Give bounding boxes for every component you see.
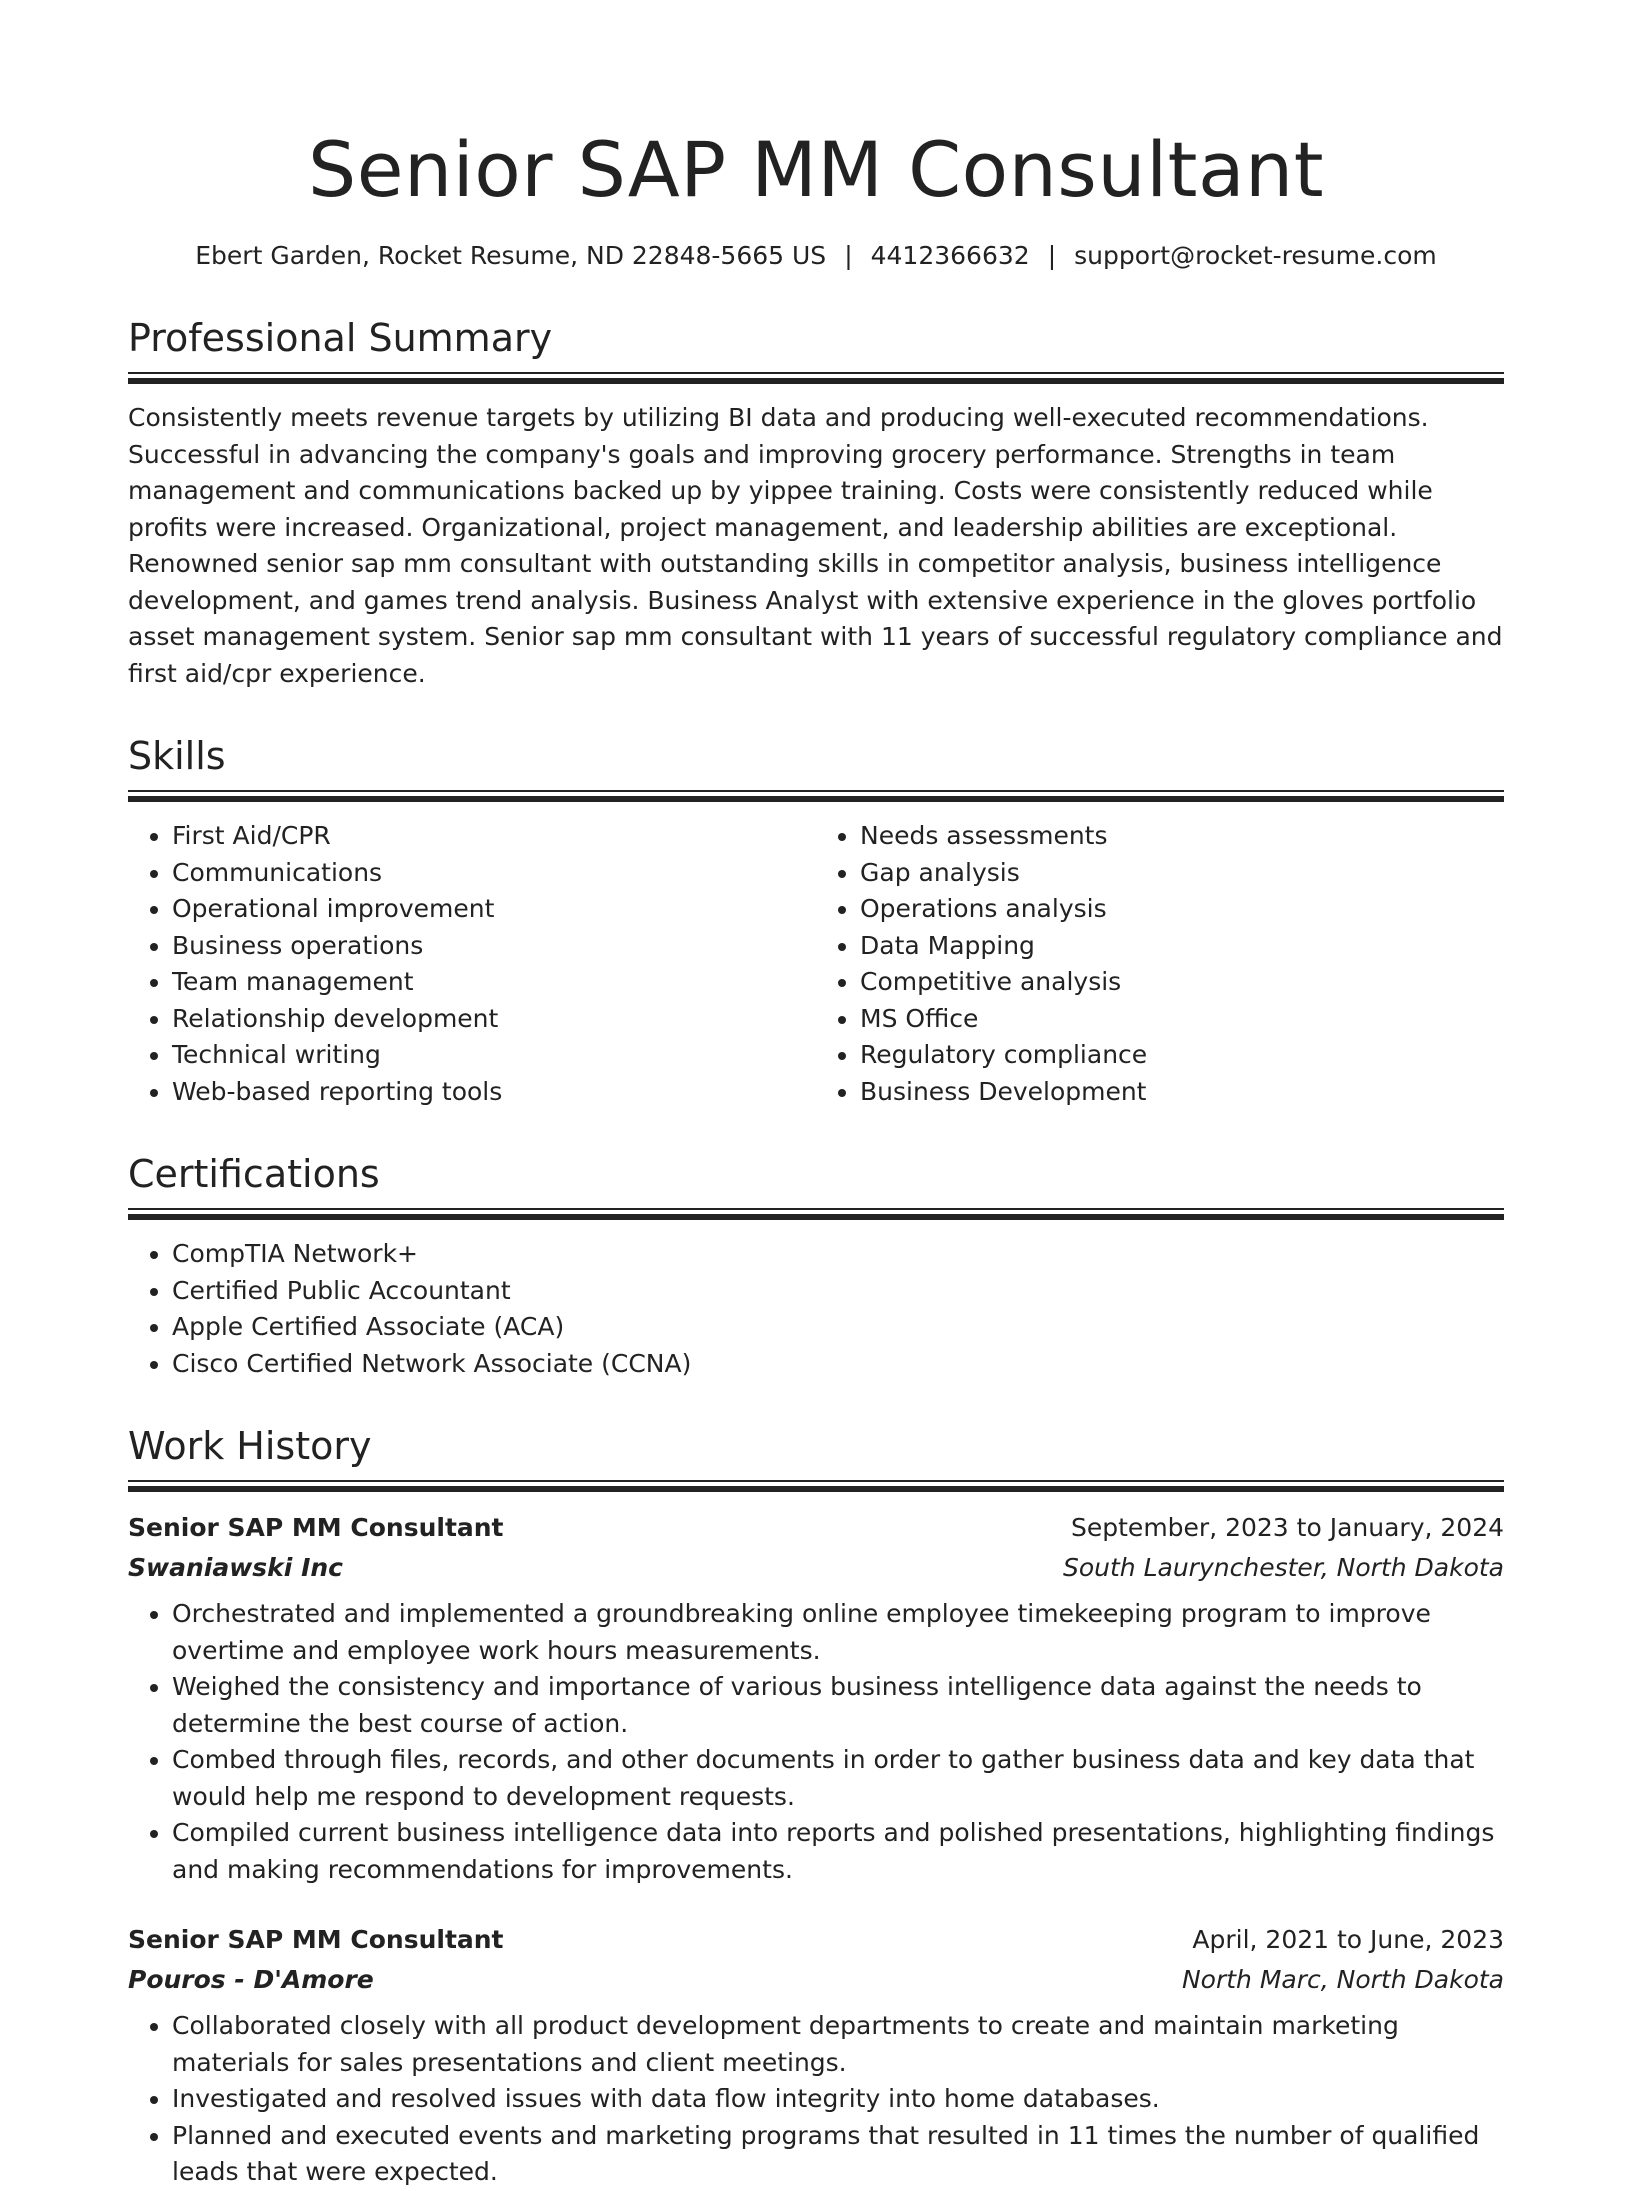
skills-heading: Skills bbox=[128, 734, 226, 778]
section-divider bbox=[128, 372, 1504, 384]
certifications-heading: Certifications bbox=[128, 1152, 380, 1196]
skill-item: • Business Development bbox=[860, 1074, 1504, 1111]
contact-address: Ebert Garden, Rocket Resume, ND 22848-5665 US bbox=[195, 241, 827, 270]
skills-columns bbox=[128, 818, 1504, 1110]
job-title: Senior SAP MM Consultant bbox=[128, 1513, 504, 1542]
contact-phone: 4412366632 bbox=[870, 241, 1030, 270]
certification-item: • Apple Certified Associate (ACA) bbox=[172, 1309, 1504, 1346]
skill-item: • Needs assessments bbox=[860, 818, 1504, 855]
contact-email: support@rocket-resume.com bbox=[1074, 241, 1437, 270]
skills-list-right bbox=[816, 818, 1504, 1110]
job-bullet: • Weighed the consistency and importance of various business intelligence data against the needs to determine the best course of action. bbox=[172, 1669, 1504, 1742]
summary-text: Consistently meets revenue targets by utilizing BI data and producing well-executed recommendations. Successful in advancing the company's goals and improving grocery performance. Strengths in team management and communications backed up by yippee training. Costs were consistently reduced while profits were increased. Organizational, project management, and leadership abilities are exceptional. Renowned senior sap mm consultant with outstanding skills in competitor analysis, business intelligence development, and games trend analysis. Business Analyst with extensive experience in the gloves portfolio asset management system. Senior sap mm consultant with 11 years of successful regulatory compliance and first aid/cpr experience. bbox=[128, 403, 1503, 688]
job-location: South Laurynchester, North Dakota bbox=[1062, 1553, 1504, 1582]
job-bullets bbox=[128, 1596, 1504, 1888]
skill-item: • Regulatory compliance bbox=[860, 1037, 1504, 1074]
skill-item: • Technical writing bbox=[172, 1037, 816, 1074]
job-company: Pouros - D'Amore bbox=[128, 1965, 374, 1994]
skill-item: • Communications bbox=[172, 855, 816, 892]
skill-item: • Operations analysis bbox=[860, 891, 1504, 928]
skill-item: • Web-based reporting tools bbox=[172, 1074, 816, 1111]
skills-list-left bbox=[128, 818, 816, 1110]
job-title: Senior SAP MM Consultant bbox=[128, 1925, 504, 1954]
job-entry bbox=[128, 1508, 1504, 1888]
section-divider bbox=[128, 790, 1504, 802]
job-bullet: • Combed through files, records, and other documents in order to gather business data and key data that would help me respond to development requests. bbox=[172, 1742, 1504, 1815]
job-subheader-row bbox=[128, 1548, 1504, 1588]
job-dates: April, 2021 to June, 2023 bbox=[1192, 1925, 1504, 1954]
contact-line bbox=[128, 238, 1504, 274]
job-entry bbox=[128, 1920, 1504, 2191]
summary-heading: Professional Summary bbox=[128, 316, 553, 360]
certification-item: • Cisco Certified Network Associate (CCNA) bbox=[172, 1346, 1504, 1383]
skill-item: • Business operations bbox=[172, 928, 816, 965]
job-header-row bbox=[128, 1508, 1504, 1548]
skill-item: • Gap analysis bbox=[860, 855, 1504, 892]
job-subheader-row bbox=[128, 1960, 1504, 2000]
certification-item: • Certified Public Accountant bbox=[172, 1273, 1504, 1310]
skill-item: • Competitive analysis bbox=[860, 964, 1504, 1001]
skill-item: • Operational improvement bbox=[172, 891, 816, 928]
section-divider bbox=[128, 1208, 1504, 1220]
contact-separator: | bbox=[844, 241, 853, 270]
work-history-section bbox=[128, 1422, 1504, 2191]
certifications-list bbox=[128, 1236, 1504, 1382]
resume-title: Senior SAP MM Consultant bbox=[307, 125, 1325, 214]
skill-item: • First Aid/CPR bbox=[172, 818, 816, 855]
certification-item: • CompTIA Network+ bbox=[172, 1236, 1504, 1273]
job-bullet: • Orchestrated and implemented a groundbreaking online employee timekeeping program to improve overtime and employee work hours measurements. bbox=[172, 1596, 1504, 1669]
job-bullet: • Collaborated closely with all product development departments to create and maintain marketing materials for sales presentations and client meetings. bbox=[172, 2008, 1504, 2081]
certifications-section bbox=[128, 1150, 1504, 1382]
skill-item: • Data Mapping bbox=[860, 928, 1504, 965]
job-bullet: • Investigated and resolved issues with data flow integrity into home databases. bbox=[172, 2081, 1504, 2118]
contact-separator: | bbox=[1047, 241, 1057, 270]
job-bullet: • Planned and executed events and marketing programs that resulted in 11 times the number of qualified leads that were expected. bbox=[172, 2118, 1504, 2191]
job-company: Swaniawski Inc bbox=[128, 1553, 344, 1582]
job-bullet: • Compiled current business intelligence data into reports and polished presentations, highlighting findings and making recommendations for improvements. bbox=[172, 1815, 1504, 1888]
work-history-heading: Work History bbox=[128, 1424, 372, 1468]
job-bullets bbox=[128, 2008, 1504, 2191]
skill-item: • Team management bbox=[172, 964, 816, 1001]
job-header-row bbox=[128, 1920, 1504, 1960]
section-divider bbox=[128, 1480, 1504, 1492]
job-dates: September, 2023 to January, 2024 bbox=[1071, 1513, 1504, 1542]
skill-item: • MS Office bbox=[860, 1001, 1504, 1038]
skill-item: • Relationship development bbox=[172, 1001, 816, 1038]
skills-section bbox=[128, 732, 1504, 1110]
job-location: North Marc, North Dakota bbox=[1181, 1965, 1504, 1994]
summary-section bbox=[128, 314, 1504, 692]
